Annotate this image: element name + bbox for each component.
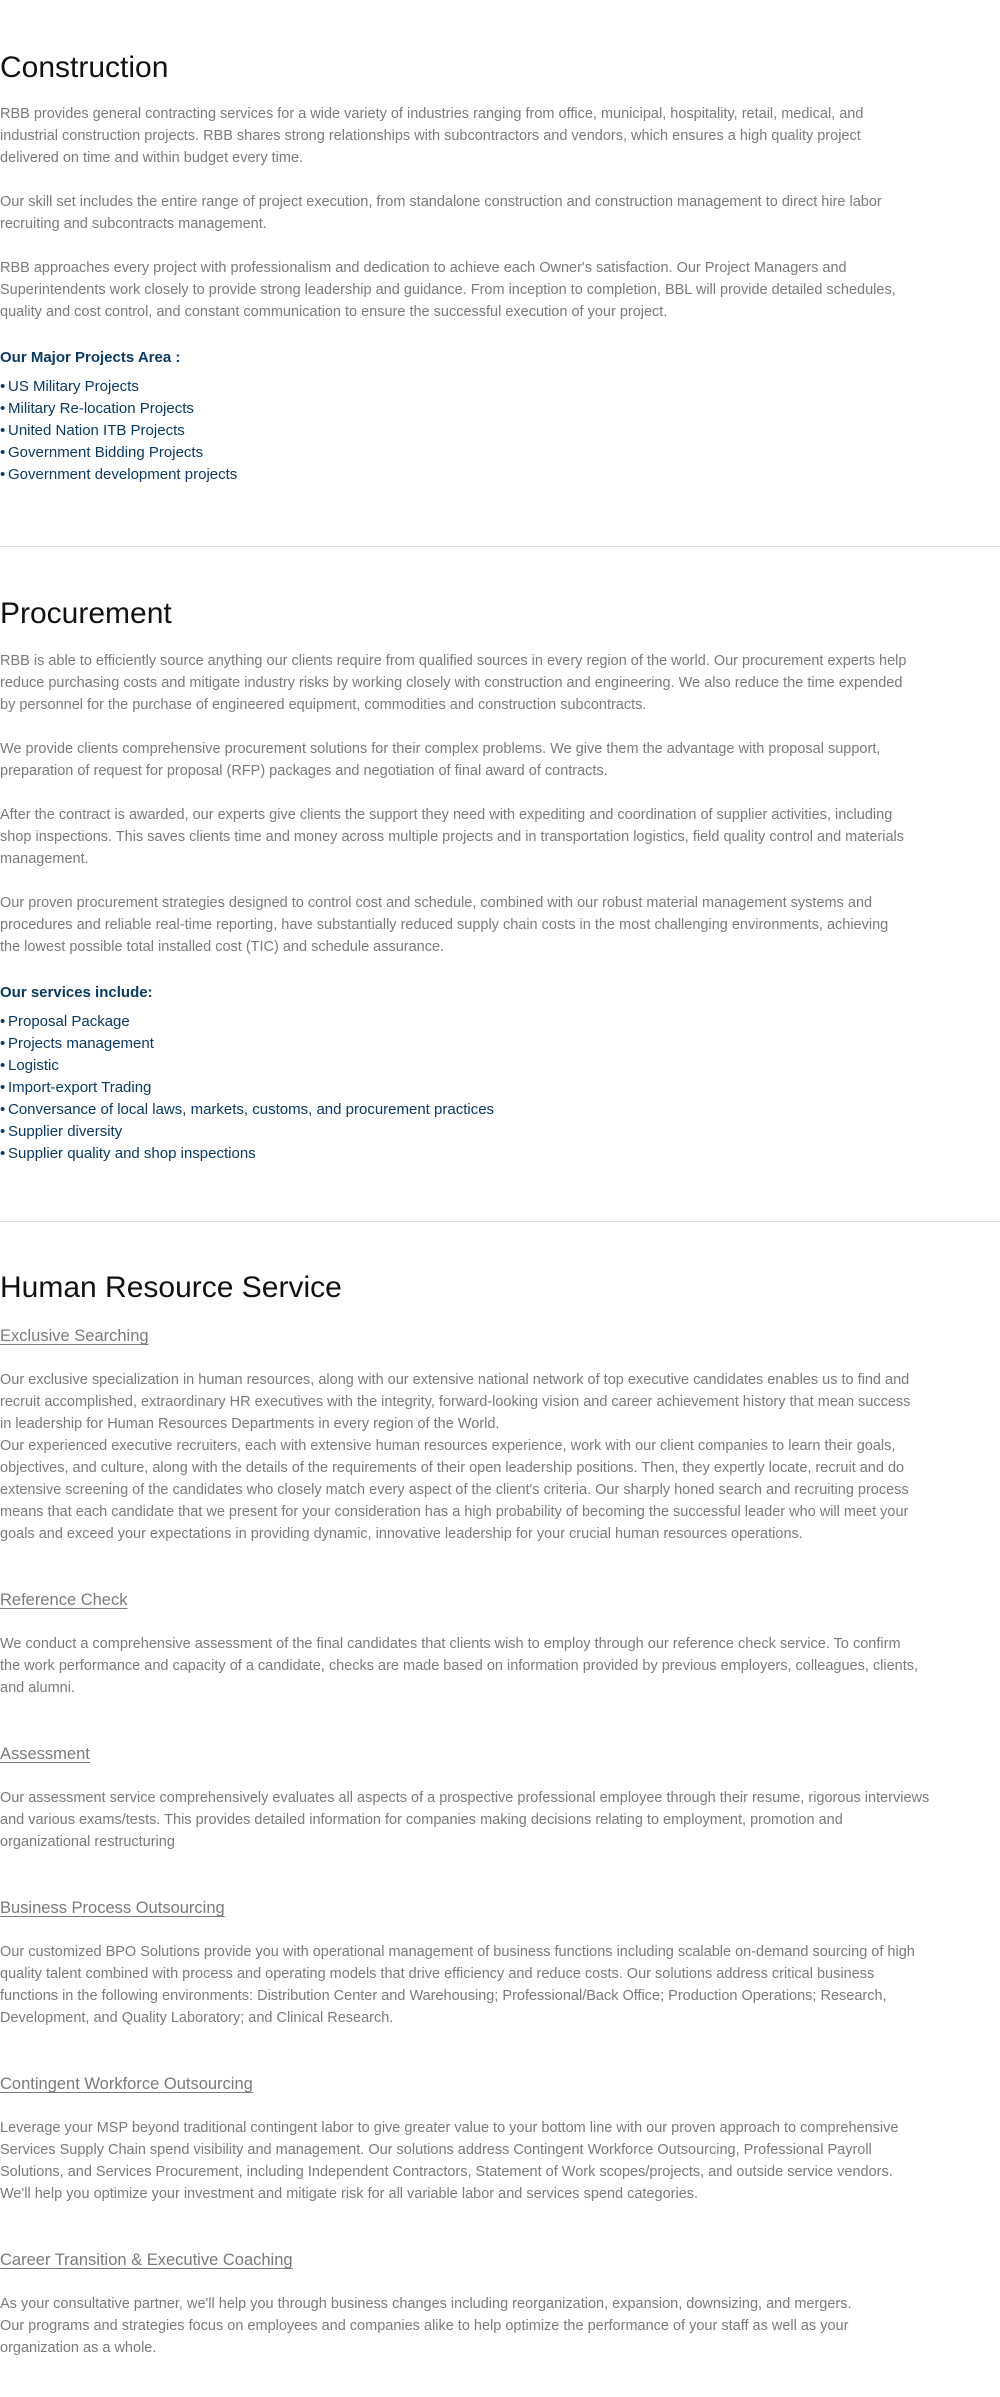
bullet-icon: • <box>0 1079 6 1096</box>
procurement-list-heading: Our services include: <box>0 984 153 1001</box>
section-divider <box>0 546 1000 547</box>
procurement-paragraph-1: RBB is able to efficiently source anything our clients require from qualified sources in every region of the world. Our procurement experts help reduce purchasing costs and mitigate industry risks by working closely with construction and engineering. We also reduce the time expended by personnel for the purchase of engineered equipment, commodities and construction subcontracts. <box>0 653 907 713</box>
procurement-paragraph-2: We provide clients comprehensive procurement solutions for their complex problems. We give them the advantage with proposal support, preparation of request for proposal (RFP) packages and negotiation of final award of contracts. <box>0 741 881 779</box>
list-item: • Supplier diversity <box>0 1121 494 1143</box>
hr-service-bpo <box>0 1897 1000 2026</box>
career-transition-text: As your consultative partner, we'll help you through business changes including reorganization, expansion, downsizing, and mergers. Our programs and strategies focus on employees and companies alike to help optimize the performance of your staff as well as your organization as a whole. <box>0 2296 852 2356</box>
list-item: • Conversance of local laws, markets, customs, and procurement practices <box>0 1099 494 1121</box>
list-item: • Logistic <box>0 1055 494 1077</box>
bullet-icon: • <box>0 444 6 461</box>
business-process-outsourcing-text: Our customized BPO Solutions provide you with operational management of business functions including scalable on-demand sourcing of high quality talent combined with process and operating models that drive efficiency and reduce costs. Our solutions address critical business functions in the following environments: Distribution Center and Warehousing; Professional/Back Office; Production Operations; Research, Development, and Quality Laboratory; and Clinical Research. <box>0 1944 915 2026</box>
construction-section <box>0 50 1000 483</box>
hr-service-exclusive-searching <box>0 1325 1000 1542</box>
career-transition-link[interactable]: Career Transition & Executive Coaching <box>0 2251 293 2269</box>
procurement-title: Procurement <box>0 597 172 630</box>
exclusive-searching-link[interactable]: Exclusive Searching <box>0 1327 149 1345</box>
procurement-paragraph-4: Our proven procurement strategies designed to control cost and schedule, combined with our robust material management systems and procedures and reliable real-time reporting, have substantially reduced supply chain costs in the most challenging environments, achieving the lowest possible total installed cost (TIC) and schedule assurance. <box>0 895 889 955</box>
hr-title: Human Resource Service <box>0 1271 342 1304</box>
procurement-services-list <box>0 1011 494 1165</box>
bullet-icon: • <box>0 1035 6 1052</box>
bullet-icon: • <box>0 400 6 417</box>
construction-paragraph-3: RBB approaches every project with professionalism and dedication to achieve each Owner's satisfaction. Our Project Managers and Superintendents work closely to provide strong leadership and guidance. From inception to completion, BBL will provide detailed schedules, quality and cost control, and constant communication to ensure the successful execution of your project. <box>0 260 896 320</box>
construction-projects-list <box>0 376 237 486</box>
section-divider <box>0 1221 1000 1222</box>
bullet-icon: • <box>0 1101 6 1118</box>
bullet-icon: • <box>0 1013 6 1030</box>
hr-service-assessment <box>0 1743 1000 1850</box>
bullet-icon: • <box>0 1123 6 1140</box>
procurement-section <box>0 596 1000 1162</box>
list-item: • Government Bidding Projects <box>0 442 237 464</box>
contingent-workforce-outsourcing-text: Leverage your MSP beyond traditional contingent labor to give greater value to your bottom line with our proven approach to comprehensive Services Supply Chain spend visibility and management. Our solutions address Contingent Workforce Outsourcing, Professional Payroll Solutions, and Services Procurement, including Independent Contractors, Statement of Work scopes/projects, and outside service vendors. We'll help you optimize your investment and mitigate risk for all variable labor and services spend categories. <box>0 2120 899 2202</box>
bullet-icon: • <box>0 466 6 483</box>
construction-paragraph-1: RBB provides general contracting services for a wide variety of industries ranging from office, municipal, hospitality, retail, medical, and industrial construction projects. RBB shares strong relationships with subcontractors and vendors, which ensures a high quality project delivered on time and within budget every time. <box>0 106 864 166</box>
list-item: • Supplier quality and shop inspections <box>0 1143 494 1165</box>
exclusive-searching-text: Our exclusive specialization in human resources, along with our extensive national network of top executive candidates enables us to find and recruit accomplished, extraordinary HR executives with the integrity, forward-looking vision and career achievement history that mean success in leadership for Human Resources Departments in every region of the World. Our experienced executive recruiters, each with extensive human resources experience, work with our client companies to learn their goals, objectives, and culture, along with the details of the requirements of their open leadership positions. Then, they expertly locate, recruit and do extensive screening of the candidates who closely match every aspect of the client's criteria. Our sharply honed search and recruiting process means that each candidate that we present for your consideration has a high probability of becoming the successful leader who will meet your goals and exceed your expectations in providing dynamic, innovative leadership for your crucial human resources operations. <box>0 1372 911 1542</box>
assessment-link[interactable]: Assessment <box>0 1745 90 1763</box>
bullet-icon: • <box>0 422 6 439</box>
bullet-icon: • <box>0 1057 6 1074</box>
reference-check-link[interactable]: Reference Check <box>0 1591 128 1609</box>
construction-paragraph-2: Our skill set includes the entire range of project execution, from standalone construction and construction management to direct hire labor recruiting and subcontracts management. <box>0 194 882 232</box>
list-item: • United Nation ITB Projects <box>0 420 237 442</box>
business-process-outsourcing-link[interactable]: Business Process Outsourcing <box>0 1899 225 1917</box>
bullet-icon: • <box>0 1145 6 1162</box>
bullet-icon: • <box>0 378 6 395</box>
list-item: • Import-export Trading <box>0 1077 494 1099</box>
hr-service-contingent-workforce <box>0 2073 1000 2202</box>
construction-title: Construction <box>0 51 169 84</box>
list-item: • Government development projects <box>0 464 237 486</box>
list-item: • Military Re-location Projects <box>0 398 237 420</box>
list-item: • Proposal Package <box>0 1011 494 1033</box>
list-item: • Projects management <box>0 1033 494 1055</box>
contingent-workforce-outsourcing-link[interactable]: Contingent Workforce Outsourcing <box>0 2075 253 2093</box>
hr-section <box>0 1270 1000 2356</box>
reference-check-text: We conduct a comprehensive assessment of the final candidates that clients wish to employ through our reference check service. To confirm the work performance and capacity of a candidate, checks are made based on information provided by previous employers, colleagues, clients, and alumni. <box>0 1636 919 1696</box>
assessment-text: Our assessment service comprehensively evaluates all aspects of a prospective professional employee through their resume, rigorous interviews and various exams/tests. This provides detailed information for companies making decisions relating to employment, promotion and organizational restructuring <box>0 1790 930 1850</box>
hr-service-career-transition <box>0 2249 1000 2356</box>
list-item: • US Military Projects <box>0 376 237 398</box>
construction-list-heading: Our Major Projects Area : <box>0 349 181 366</box>
procurement-paragraph-3: After the contract is awarded, our experts give clients the support they need with expediting and coordination of supplier activities, including shop inspections. This saves clients time and money across multiple projects and in transportation logistics, field quality control and materials management. <box>0 807 905 867</box>
hr-service-reference-check <box>0 1589 1000 1696</box>
